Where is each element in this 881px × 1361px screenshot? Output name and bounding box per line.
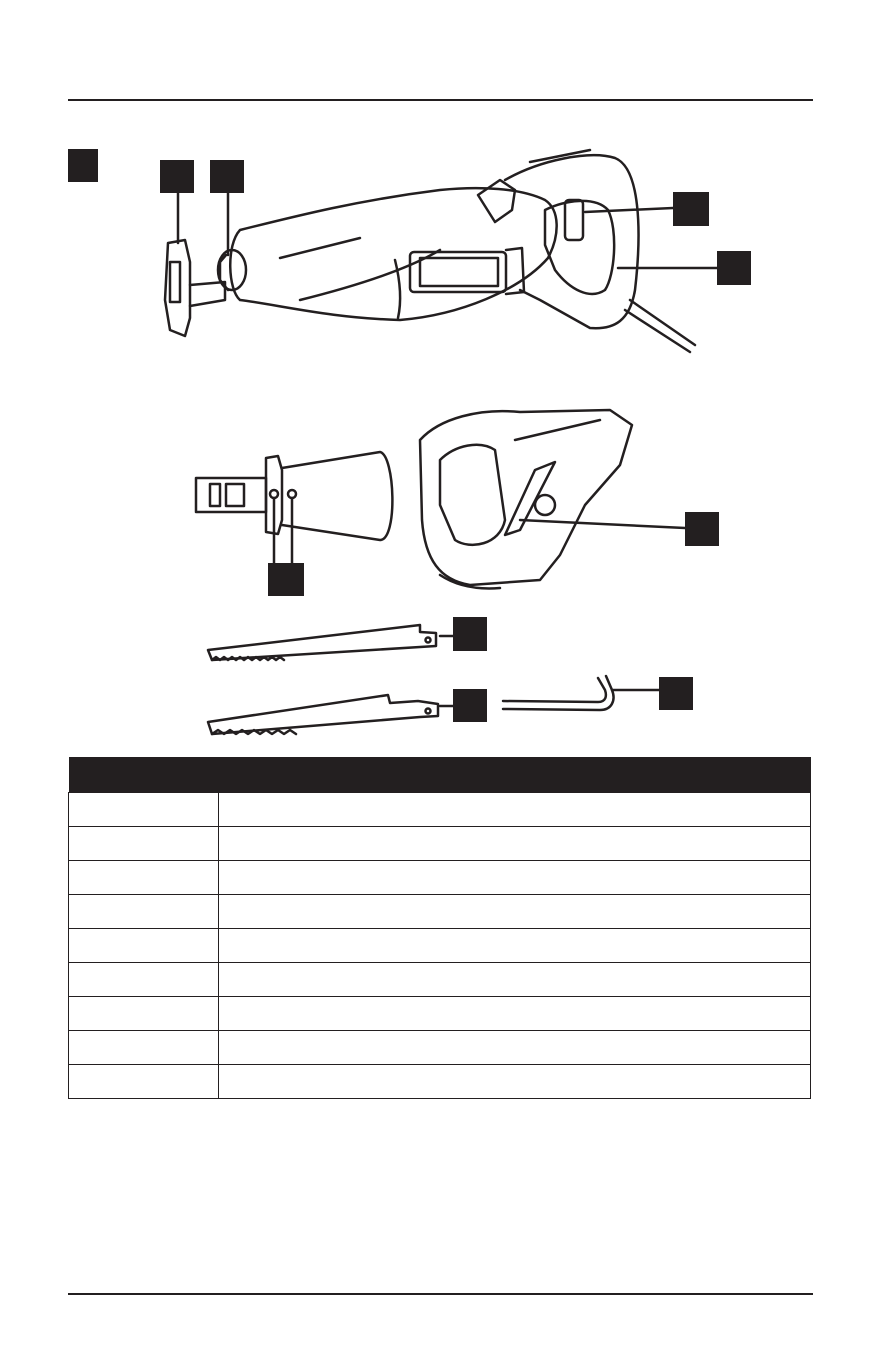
table-row [69,861,811,895]
bottom-rule [68,1293,813,1295]
table-row [69,895,811,929]
callout-metal-blade [453,689,487,722]
part-number-cell [69,1031,219,1065]
callout-trigger [673,192,709,226]
wood-blade-drawing [208,625,436,660]
header-part-number [69,757,219,793]
part-description-cell [219,963,811,997]
header-description [219,757,811,793]
shoe-closeup-drawing [196,452,392,565]
part-number-cell [69,929,219,963]
part-description-cell [219,1031,811,1065]
part-number-cell [69,861,219,895]
part-number-cell [69,793,219,827]
part-description-cell [219,793,811,827]
hex-key-drawing [503,676,614,710]
callout-wood-blade [453,617,487,651]
table-header-row [69,757,811,793]
handle-closeup-drawing [420,410,685,588]
table-row [69,793,811,827]
callout-shoe-screws [268,563,304,596]
part-number-cell [69,827,219,861]
part-number-cell [69,997,219,1031]
part-description-cell [219,997,811,1031]
part-number-cell [69,895,219,929]
metal-blade-drawing [208,695,438,734]
leader-lines [178,190,717,706]
reciprocating-saw-drawing [165,150,695,352]
part-number-cell [69,1065,219,1099]
table-row [69,929,811,963]
callout-shoe [160,160,194,193]
callout-blade-clamp [210,160,244,193]
part-description-cell [219,1065,811,1099]
part-description-cell [219,827,811,861]
table-row [69,1065,811,1099]
part-description-cell [219,895,811,929]
callout-hex-key-storage [685,512,719,546]
table-row [69,963,811,997]
callout-hex-key [659,677,693,710]
part-number-cell [69,963,219,997]
part-description-cell [219,929,811,963]
callout-handle [717,251,751,285]
parts-list-table [68,757,811,1099]
part-description-cell [219,861,811,895]
figure-number-badge [68,149,98,182]
table-row [69,997,811,1031]
table-row [69,1031,811,1065]
table-row [69,827,811,861]
